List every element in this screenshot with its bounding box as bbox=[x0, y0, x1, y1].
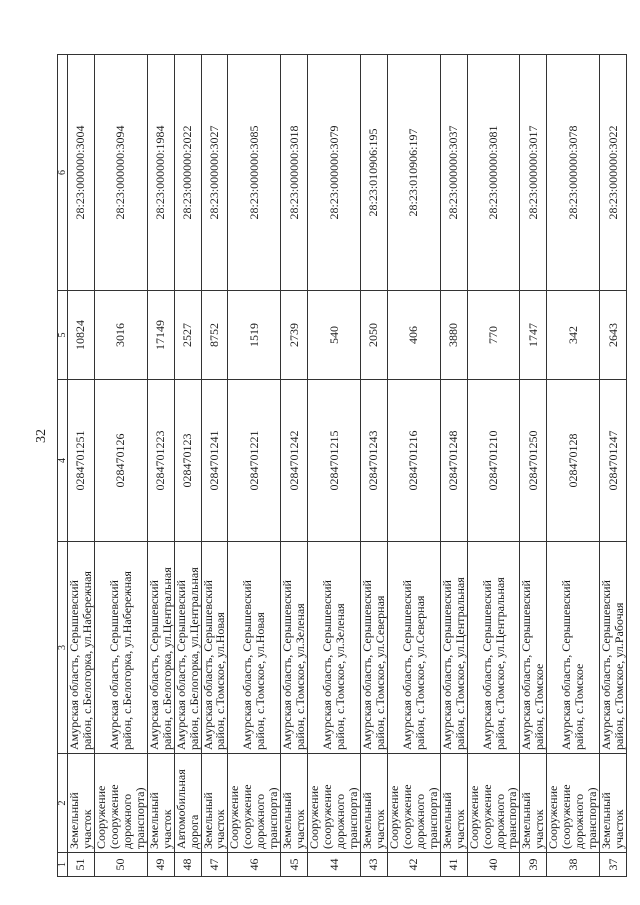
object-address: Амурская область, Серышевский район, с.Томское bbox=[547, 542, 600, 754]
object-code: 0284701223 bbox=[147, 380, 174, 542]
table-row bbox=[228, 55, 281, 877]
table-row bbox=[68, 55, 95, 877]
header-col-5: 5 bbox=[58, 291, 68, 380]
table-row bbox=[281, 55, 308, 877]
object-code: 0284701251 bbox=[68, 380, 95, 542]
object-area: 406 bbox=[387, 291, 440, 380]
object-area: 3016 bbox=[94, 291, 147, 380]
object-address: Амурская область, Серышевский район, с.Белогорка, ул.Набережная bbox=[68, 542, 95, 754]
table-row bbox=[520, 55, 547, 877]
row-number: 39 bbox=[520, 853, 547, 877]
object-name: Земельный участок bbox=[360, 754, 387, 853]
property-table bbox=[57, 54, 627, 877]
table-row bbox=[600, 55, 627, 877]
table-row bbox=[467, 55, 520, 877]
table-row bbox=[174, 55, 201, 877]
row-number: 44 bbox=[308, 853, 361, 877]
object-name: Земельный участок bbox=[440, 754, 467, 853]
table-row bbox=[201, 55, 228, 877]
object-code: 028470128 bbox=[547, 380, 600, 542]
table-row bbox=[360, 55, 387, 877]
object-name: Земельный участок bbox=[281, 754, 308, 853]
object-area: 540 bbox=[308, 291, 361, 380]
row-number: 50 bbox=[94, 853, 147, 877]
object-code: 0284701250 bbox=[520, 380, 547, 542]
cadastral-number: 28:23:000000:3018 bbox=[281, 55, 308, 291]
row-number: 46 bbox=[228, 853, 281, 877]
object-name: Земельный участок bbox=[600, 754, 627, 853]
object-code: 0284701242 bbox=[281, 380, 308, 542]
object-code: 0284701215 bbox=[308, 380, 361, 542]
object-code: 0284701241 bbox=[201, 380, 228, 542]
object-name: Автомобильная дорога bbox=[174, 754, 201, 853]
cadastral-number: 28:23:010906:197 bbox=[387, 55, 440, 291]
object-name: Сооружение (сооружение дорожного транспорта) bbox=[467, 754, 520, 853]
object-area: 2527 bbox=[174, 291, 201, 380]
row-number: 42 bbox=[387, 853, 440, 877]
row-number: 43 bbox=[360, 853, 387, 877]
object-address: Амурская область, Серышевский район, с.Белогорка, ул.Центральная bbox=[174, 542, 201, 754]
cadastral-number: 28:23:000000:3037 bbox=[440, 55, 467, 291]
object-name: Сооружение (сооружение дорожного транспорта) bbox=[228, 754, 281, 853]
cadastral-number: 28:23:000000:3004 bbox=[68, 55, 95, 291]
cadastral-number: 28:23:000000:1984 bbox=[147, 55, 174, 291]
rotated-table-container bbox=[57, 55, 627, 877]
header-col-6: 6 bbox=[58, 55, 68, 291]
object-address: Амурская область, Серышевский район, с.Белогорка, ул.Центральная bbox=[147, 542, 174, 754]
cadastral-number: 28:23:000000:3078 bbox=[547, 55, 600, 291]
object-area: 2643 bbox=[600, 291, 627, 380]
table-frame bbox=[57, 55, 627, 877]
object-code: 028470123 bbox=[174, 380, 201, 542]
row-number: 41 bbox=[440, 853, 467, 877]
cadastral-number: 28:23:000000:3022 bbox=[600, 55, 627, 291]
table-row bbox=[547, 55, 600, 877]
header-col-1: 1 bbox=[58, 853, 68, 877]
object-address: Амурская область, Серышевский район, с.Томское, ул.Центральная bbox=[467, 542, 520, 754]
row-number: 48 bbox=[174, 853, 201, 877]
row-number: 37 bbox=[600, 853, 627, 877]
object-address: Амурская область, Серышевский район, с.Томское, ул.Новая bbox=[201, 542, 228, 754]
header-col-4: 4 bbox=[58, 380, 68, 542]
object-name: Сооружение (сооружение дорожного транспорта) bbox=[308, 754, 361, 853]
row-number: 45 bbox=[281, 853, 308, 877]
object-name: Земельный участок bbox=[201, 754, 228, 853]
table-row bbox=[147, 55, 174, 877]
object-code: 0284701216 bbox=[387, 380, 440, 542]
object-area: 8752 bbox=[201, 291, 228, 380]
object-area: 342 bbox=[547, 291, 600, 380]
object-area: 3880 bbox=[440, 291, 467, 380]
object-address: Амурская область, Серышевский район, с.Томское, ул.Центральная bbox=[440, 542, 467, 754]
object-address: Амурская область, Серышевский район, с.Томское, ул.Северная bbox=[387, 542, 440, 754]
row-number: 51 bbox=[68, 853, 95, 877]
object-area: 770 bbox=[467, 291, 520, 380]
object-code: 0284701210 bbox=[467, 380, 520, 542]
object-area: 1519 bbox=[228, 291, 281, 380]
row-number: 47 bbox=[201, 853, 228, 877]
table-header-row bbox=[58, 55, 68, 877]
object-address: Амурская область, Серышевский район, с.Томское, ул.Рабочая bbox=[600, 542, 627, 754]
cadastral-number: 28:23:000000:3085 bbox=[228, 55, 281, 291]
cadastral-number: 28:23:000000:3027 bbox=[201, 55, 228, 291]
table-row bbox=[387, 55, 440, 877]
header-col-2: 2 bbox=[58, 754, 68, 853]
object-area: 1747 bbox=[520, 291, 547, 380]
object-address: Амурская область, Серышевский район, с.Томское, ул.Зеленая bbox=[308, 542, 361, 754]
object-name: Земельный участок bbox=[68, 754, 95, 853]
cadastral-number: 28:23:000000:3079 bbox=[308, 55, 361, 291]
object-address: Амурская область, Серышевский район, с.Томское, ул.Зеленая bbox=[281, 542, 308, 754]
table-row bbox=[308, 55, 361, 877]
object-code: 0284701243 bbox=[360, 380, 387, 542]
object-area: 10824 bbox=[68, 291, 95, 380]
table-row bbox=[94, 55, 147, 877]
object-address: Амурская область, Серышевский район, с.Томское bbox=[520, 542, 547, 754]
object-address: Амурская область, Серышевский район, с.Белогорка, ул.Набережная bbox=[94, 542, 147, 754]
object-code: 0284701248 bbox=[440, 380, 467, 542]
object-area: 2050 bbox=[360, 291, 387, 380]
object-area: 17149 bbox=[147, 291, 174, 380]
object-address: Амурская область, Серышевский район, с.Томское, ул.Северная bbox=[360, 542, 387, 754]
object-code: 0284701247 bbox=[600, 380, 627, 542]
object-name: Земельный участок bbox=[520, 754, 547, 853]
row-number: 38 bbox=[547, 853, 600, 877]
object-name: Сооружение (сооружение дорожного транспорта) bbox=[387, 754, 440, 853]
cadastral-number: 28:23:000000:3094 bbox=[94, 55, 147, 291]
table-row bbox=[440, 55, 467, 877]
page-number: 32 bbox=[34, 429, 49, 443]
object-address: Амурская область, Серышевский район, с.Томское, ул.Новая bbox=[228, 542, 281, 754]
cadastral-number: 28:23:000000:2022 bbox=[174, 55, 201, 291]
object-code: 0284701221 bbox=[228, 380, 281, 542]
object-code: 028470126 bbox=[94, 380, 147, 542]
header-col-3: 3 bbox=[58, 542, 68, 754]
row-number: 49 bbox=[147, 853, 174, 877]
cadastral-number: 28:23:010906:195 bbox=[360, 55, 387, 291]
object-name: Сооружение (сооружение дорожного транспорта) bbox=[94, 754, 147, 853]
object-name: Земельный участок bbox=[147, 754, 174, 853]
cadastral-number: 28:23:000000:3017 bbox=[520, 55, 547, 291]
cadastral-number: 28:23:000000:3081 bbox=[467, 55, 520, 291]
object-area: 2739 bbox=[281, 291, 308, 380]
row-number: 40 bbox=[467, 853, 520, 877]
object-name: Сооружение (сооружение дорожного транспорта) bbox=[547, 754, 600, 853]
